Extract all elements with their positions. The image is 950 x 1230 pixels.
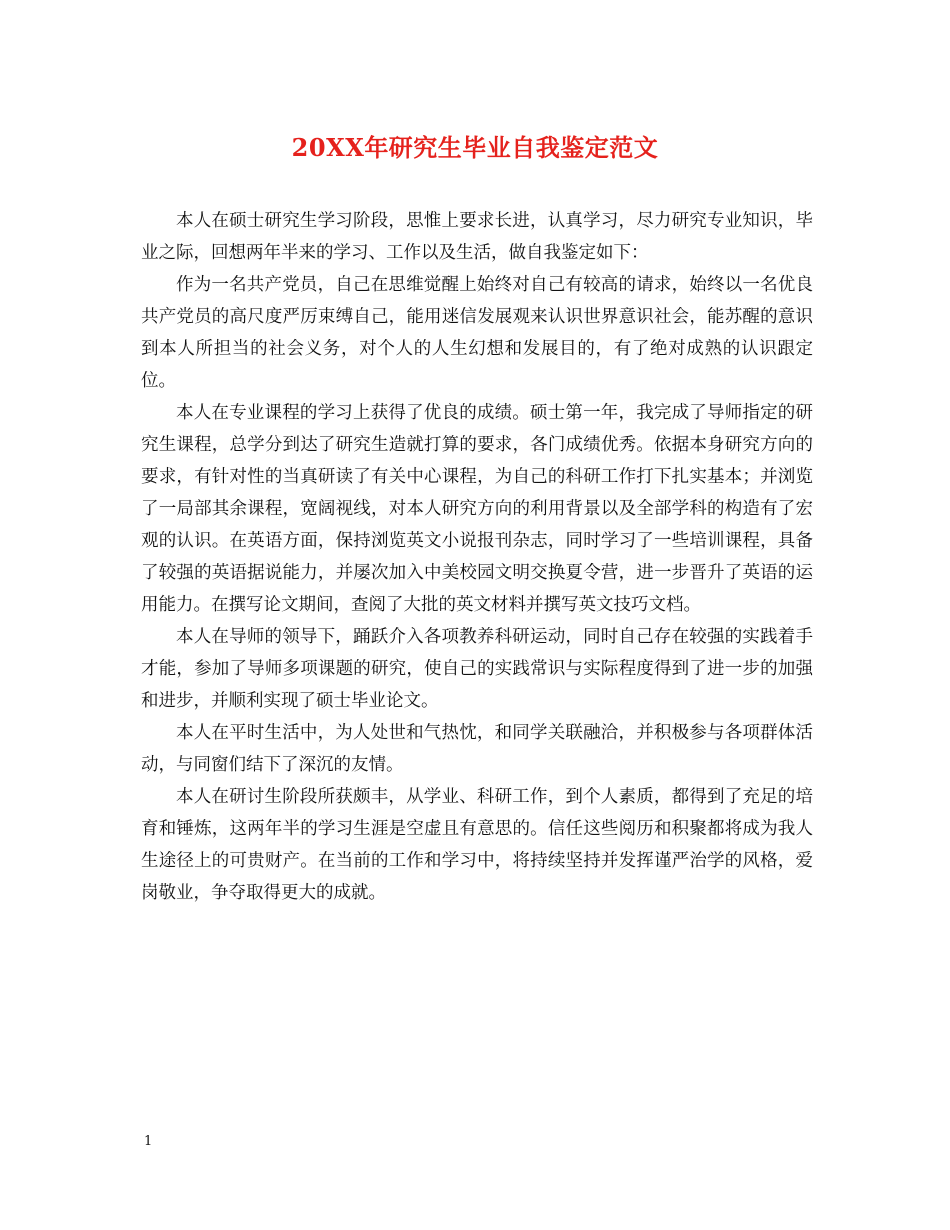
paragraph-conclusion: 本人在研讨生阶段所获颇丰，从学业、科研工作，到个人素质，都得到了充足的培育和锤炼，这两年半的学习生涯是空虚且有意思的。信任这些阅历和积聚都将成为我人生途径上的可贵财产。在当前的工作和学习中，将持续坚持并发挥谨严治学的风格，爱岗敬业，争夺取得更大的成就。 — [141, 787, 813, 903]
paragraph-intro: 本人在硕士研究生学习阶段，思惟上要求长进，认真学习，尽力研究专业知识，毕业之际，回想两年半来的学习、工作以及生活，做自我鉴定如下： — [141, 211, 813, 263]
paragraph-life: 本人在平时生活中，为人处世和气热忱，和同学关联融洽，并积极参与各项群体活动，与同窗们结下了深沉的友情。 — [141, 723, 813, 775]
page-number: 1 — [144, 1134, 153, 1149]
paragraph-research: 本人在导师的领导下，踊跃介入各项教养科研运动，同时自己存在较强的实践着手才能，参加了导师多项课题的研究，使自己的实践常识与实际程度得到了进一步的加强和进步，并顺利实现了硕士毕业论文。 — [141, 627, 813, 711]
paragraph-coursework: 本人在专业课程的学习上获得了优良的成绩。硕士第一年，我完成了导师指定的研究生课程，总学分到达了研究生造就打算的要求，各门成绩优秀。依据本身研究方向的要求，有针对性的当真研读了有关中心课程，为自己的科研工作打下扎实基本；并浏览了一局部其余课程，宽阔视线，对本人研究方向的利用背景以及全部学科的构造有了宏观的认识。在英语方面，保持浏览英文小说报刊杂志，同时学习了一些培训课程，具备了较强的英语据说能力，并屡次加入中美校园文明交换夏令营，进一步晋升了英语的运用能力。在撰写论文期间，查阅了大批的英文材料并撰写英文技巧文档。 — [141, 403, 813, 615]
document-body — [141, 205, 813, 909]
document-title: 20XX年研究生毕业自我鉴定范文 — [291, 133, 659, 162]
paragraph-political: 作为一名共产党员，自己在思维觉醒上始终对自己有较高的请求，始终以一名优良共产党员的高尺度严厉束缚自己，能用迷信发展观来认识世界意识社会，能苏醒的意识到本人所担当的社会义务，对个人的人生幻想和发展目的，有了绝对成熟的认识跟定位。 — [141, 275, 813, 391]
